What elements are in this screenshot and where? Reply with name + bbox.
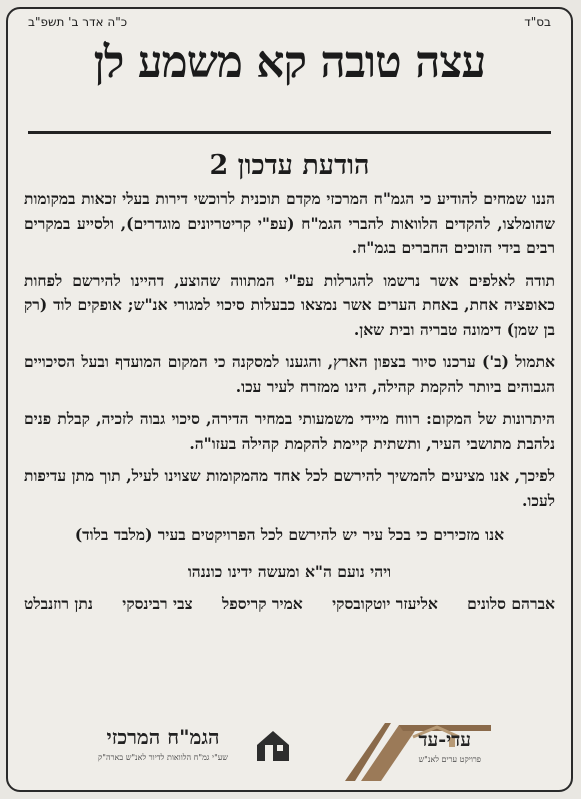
paragraph: היתרונות של המקום: רווח מיידי משמעותי במחיר הדירה, סיכוי גבוה לזכיה, קבלת פנים נלהבת מתושבי העיר, ותשתית קיימת להקמת קהילה בעזו"ה. [24,409,555,453]
paragraph: אתמול (ב') ערכנו סיור בצפון הארץ, והגענו למסקנה כי המקום המועדף ובעל הסיכויים הגבוהים ביותר להקמת קהילה, הינו ממזרח לעיר עכו. [24,352,555,396]
subhead: הודעת עדכון 2 [209,150,370,181]
signature: אברהם סלונים [467,594,555,613]
headline-rule [28,131,551,134]
blessing-line: ויהי נועם ה"א ומעשה ידינו כוננהו [187,561,392,581]
logos-row [28,715,551,785]
gemach-house-icon [253,725,293,765]
paragraph: לפיכך, אנו מציעים להמשיך להירשם לכל אחד מהמקומות שצוינו לעיל, תוך מתן עדיפות לעכו. [24,466,555,510]
top-row [28,15,551,33]
signature: צבי רבינסקי [122,594,193,613]
notice-body [24,187,555,617]
adi-ad-logo-name: עדי-עד [418,729,471,751]
notice-frame [6,7,573,792]
date-line: כ"ה אדר ב' תשפ"ב [28,15,128,29]
gemach-logo-name: הגמ"ח המרכזי [106,725,220,749]
gemach-logo [78,719,308,779]
paragraph: תודה לאלפים אשר נרשמו להגרלות עפ"י המתווה שהוצע, דהיינו להירשם לפחות כאופציה אחת, באחת הערים אשר נמצאו כבעלות סיכוי למגורי אנ"ש; אופקים לוד (רק בן שמן) דימונה טבריה ובית שאן. [24,270,555,339]
signatures-row [24,592,555,617]
adi-ad-logo-subtitle: פרויקט ערים לאנ"ש [418,755,481,764]
reminder-line: אנו מזכירים כי בכל עיר יש להירשם לכל הפרויקטים בעיר (מלבד בלוד) [74,525,505,544]
signature: אמיר קריספל [222,594,303,613]
headline: עצה טובה קא משמע לן [93,37,486,88]
gemach-logo-subtitle: שע"י גמ"ח הלוואות לדיור לאנ"ש בארה"ק [98,753,228,762]
signature: נתן רוזנבלט [24,594,93,613]
paragraph: הננו שמחים להודיע כי הגמ"ח המרכזי מקדם תוכנית לרוכשי דירות בעלי זכאות במקומות שהומלצו, להקדים הלוואות להברי הגמ"ח (עפ"י קריטריונים מוגדרים), ולסייע במקרים רבים בידי הזוכים החברים בגמ"ח. [24,189,555,257]
bsd-mark: בס"ד [524,15,551,29]
adi-ad-logo [341,715,501,785]
signature: אליעזר יוטקובסקי [332,594,438,613]
